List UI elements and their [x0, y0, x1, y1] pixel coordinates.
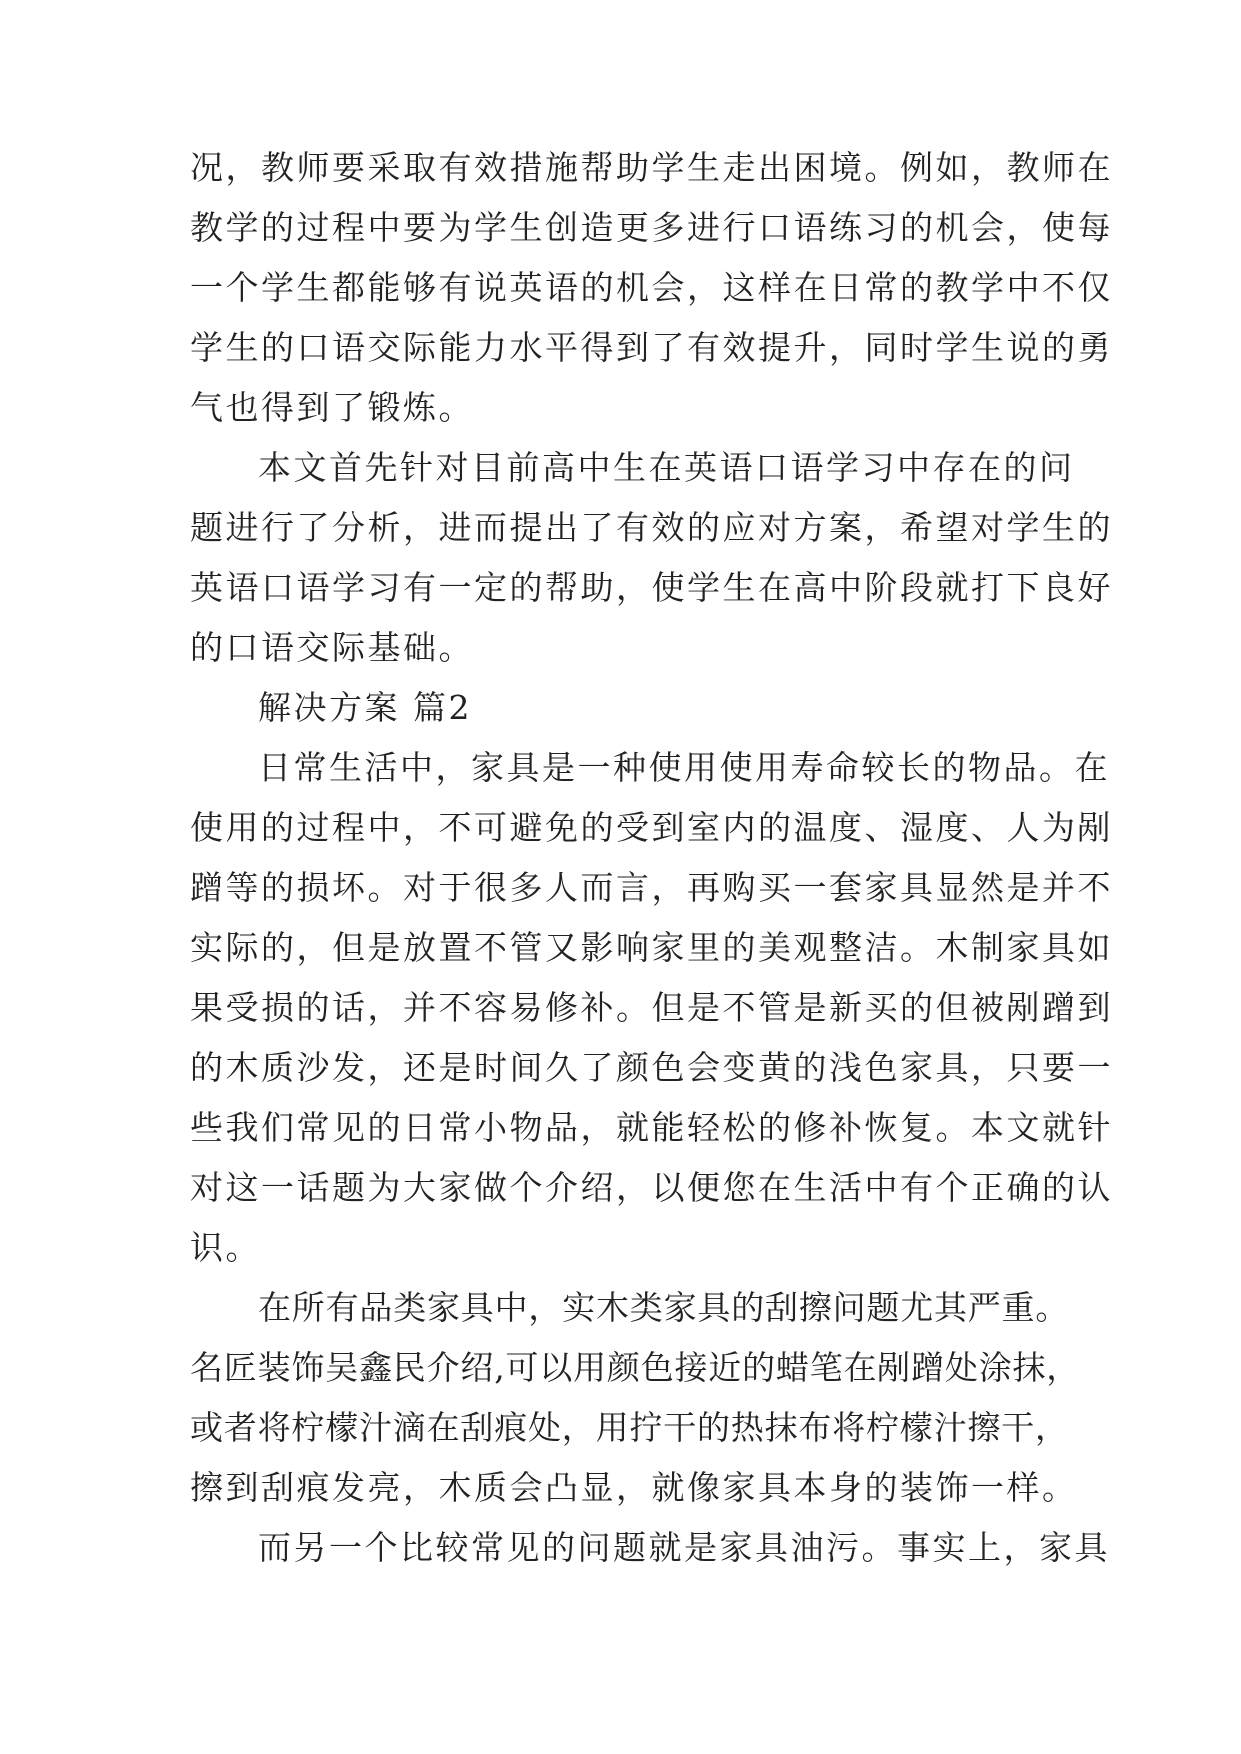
section-heading: 解决方案 篇2: [258, 688, 472, 727]
paragraph-start-line: 而另一个比较常见的问题就是家具油污。事实上，家具: [258, 1528, 1110, 1567]
text-line: 实际的，但是放置不管又影响家里的美观整洁。木制家具如: [190, 928, 1113, 967]
text-line: 使用的过程中，不可避免的受到室内的温度、湿度、人为剐: [190, 808, 1113, 847]
text-line: 一个学生都能够有说英语的机会，这样在日常的教学中不仅: [190, 268, 1113, 307]
paragraph-start-line: 本文首先针对目前高中生在英语口语学习中存在的问: [258, 448, 1075, 487]
text-line: 蹭等的损坏。对于很多人而言，再购买一套家具显然是并不: [190, 868, 1113, 907]
text-line: 况，教师要采取有效措施帮助学生走出困境。例如，教师在: [190, 148, 1113, 187]
text-line: 些我们常见的日常小物品，就能轻松的修补恢复。本文就针: [190, 1108, 1113, 1147]
text-line: 的口语交际基础。: [190, 628, 474, 667]
text-line: 教学的过程中要为学生创造更多进行口语练习的机会，使每: [190, 208, 1113, 247]
text-line: 名匠装饰吴鑫民介绍,可以用颜色接近的蜡笔在剐蹭处涂抹，: [190, 1348, 1081, 1387]
text-line: 识。: [190, 1228, 261, 1267]
text-line: 对这一话题为大家做个介绍，以便您在生活中有个正确的认: [190, 1168, 1113, 1207]
paragraph-start-line: 日常生活中，家具是一种使用使用寿命较长的物品。在: [258, 748, 1110, 787]
text-line: 擦到刮痕发亮，木质会凸显，就像家具本身的装饰一样。: [190, 1468, 1078, 1507]
paragraph-start-line: 在所有品类家具中，实木类家具的刮擦问题尤其严重。: [258, 1288, 1070, 1327]
text-line: 气也得到了锻炼。: [190, 388, 474, 427]
text-line: 或者将柠檬汁滴在刮痕处，用拧干的热抹布将柠檬汁擦干，: [190, 1408, 1069, 1447]
text-line: 英语口语学习有一定的帮助，使学生在高中阶段就打下良好: [190, 568, 1113, 607]
text-line: 果受损的话，并不容易修补。但是不管是新买的但被剐蹭到: [190, 988, 1113, 1027]
text-line: 题进行了分析，进而提出了有效的应对方案，希望对学生的: [190, 508, 1113, 547]
text-line: 学生的口语交际能力水平得到了有效提升，同时学生说的勇: [190, 328, 1113, 367]
text-line: 的木质沙发，还是时间久了颜色会变黄的浅色家具，只要一: [190, 1048, 1113, 1087]
